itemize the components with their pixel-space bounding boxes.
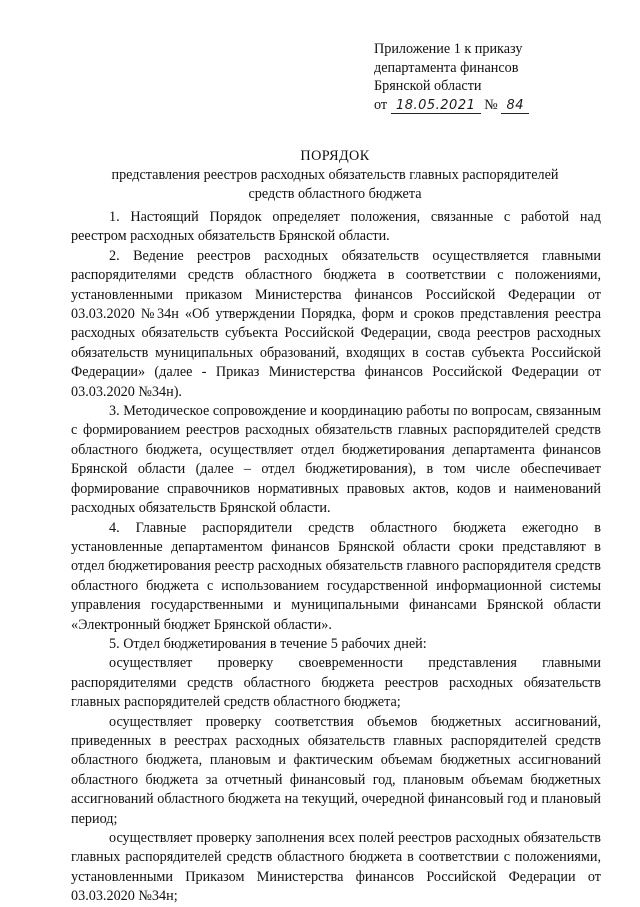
paragraph-1: 1. Настоящий Порядок определяет положения, связанные с работой над реестром расходных обязательств Брянской области. <box>71 209 601 245</box>
paragraph-5-item-3: осуществляет проверку заполнения всех полей реестров расходных обязательств главных распорядителей средств областного бюджета в соответствии с положениями, установленными Приказом Министерства финансов Российской Федерации от 03.03.2020 №34н; <box>71 830 601 905</box>
annex-line-3: Брянской области <box>374 78 482 95</box>
paragraph-3: 3. Методическое сопровождение и координацию работы по вопросам, связанным с формированием реестров расходных обязательств главных распорядителей средств областного бюджета, осуществляет отдел бюджетирования департамента финансов Брянской области (далее – отдел бюджетирования), в том числе обеспечивает формирование справочников нормативных правовых актов, кодов и наименований расходных обязательств Брянской области. <box>71 403 601 517</box>
paragraph-5-item-2: осуществляет проверку соответствия объемов бюджетных ассигнований, приведенных в реестрах расходных обязательств главных распорядителей средств областного бюджета, плановым и фактическим объемам бюджетных ассигнований областного бюджета за отчетный финансовый год, плановым объемам бюджетных ассигнований областного бюджета на текущий, очередной финансовый год и плановый период; <box>71 713 601 827</box>
annex-header <box>374 40 614 114</box>
document-title <box>70 147 600 204</box>
title-subtitle-line-1: представления реестров расходных обязательств главных распорядителей <box>111 167 559 183</box>
annex-date-number-line <box>374 96 614 115</box>
document-body <box>71 208 601 907</box>
handwritten-number: 84 <box>501 99 529 114</box>
paragraph-5-item-1: осуществляет проверку своевременности представления главными распорядителями средств областного бюджета реестров расходных обязательств главных распорядителей средств областного бюджета; <box>71 655 601 711</box>
annex-number-sign: № <box>484 96 498 113</box>
annex-line-1: Приложение 1 к приказу <box>374 41 523 57</box>
handwritten-date: 18.05.2021 <box>391 99 481 114</box>
annex-from-prefix: от <box>374 96 388 113</box>
paragraph-5: 5. Отдел бюджетирования в течение 5 рабочих дней: <box>109 635 427 652</box>
title-subtitle-line-2: средств областного бюджета <box>248 186 422 202</box>
annex-line-2: департамента финансов <box>374 59 519 76</box>
paragraph-4: 4. Главные распорядители средств областного бюджета ежегодно в установленные департаментом финансов Брянской области сроки представляют в отдел бюджетирования реестр расходных обязательств главного распорядителя средств областного бюджета с использованием государственной информационной системы управления государственными и муниципальными финансами Брянской области «Электронный бюджет Брянской области». <box>71 519 601 633</box>
paragraph-2: 2. Ведение реестров расходных обязательств осуществляется главными распорядителями средств областного бюджета в соответствии с положениями, установленными приказом Министерства финансов Российской Федерации от 03.03.2020 №34н «Об утверждении Порядка, форм и сроков представления реестра расходных обязательств субъекта Российской Федерации, свода реестров расходных обязательств муниципальных образований, входящих в состав субъекта Российской Федерации» (далее - Приказ Министерства финансов Российской Федерации от 03.03.2020 №34н). <box>71 247 601 400</box>
title-heading: ПОРЯДОК <box>300 148 370 164</box>
